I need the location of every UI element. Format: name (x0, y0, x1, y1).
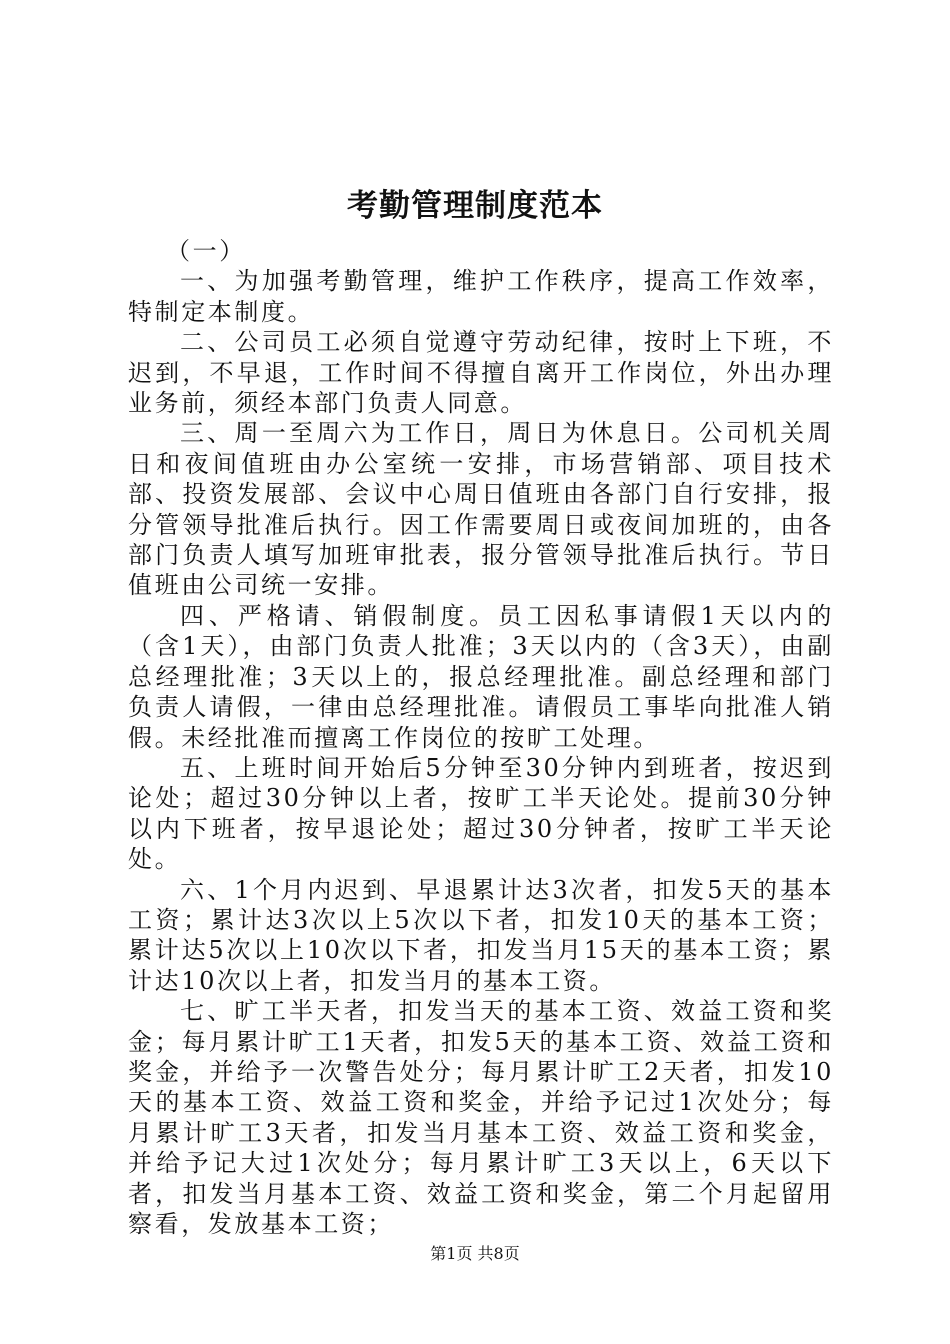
paragraph-4: 四、严格请、销假制度。员工因私事请假1天以内的（含1天），由部门负责人批准；3天以内的（含3天），由副总经理批准；3天以上的，报总经理批准。副总经理和部门负责人请假，一律由总经理批准。请假员工事毕向批准人销假。未经批准而擅离工作岗位的按旷工处理。 (128, 601, 834, 752)
paragraph-1: 一、为加强考勤管理，维护工作秩序，提高工作效率，特制定本制度。 (128, 267, 834, 326)
paragraph-6: 六、1个月内迟到、早退累计达3次者，扣发5天的基本工资；累计达3次以上5次以下者，扣发10天的基本工资；累计达5次以上10次以下者，扣发当月15天的基本工资；累计达10次以上者，扣发当月的基本工资。 (128, 875, 834, 995)
section-subtitle: （一） (166, 237, 246, 265)
paragraph-5: 五、上班时间开始后5分钟至30分钟内到班者，按迟到论处；超过30分钟以上者，按旷工半天论处。提前30分钟以内下班者，按早退论处；超过30分钟者，按旷工半天论处。 (128, 753, 834, 874)
document-title: 考勤管理制度范本 (347, 188, 603, 224)
document-body (128, 236, 834, 1239)
paragraph-3: 三、周一至周六为工作日，周日为休息日。公司机关周日和夜间值班由办公室统一安排，市场营销部、项目技术部、投资发展部、会议中心周日值班由各部门自行安排，报分管领导批准后执行。因工作需要周日或夜间加班的，由各部门负责人填写加班审批表，报分管领导批准后执行。节日值班由公司统一安排。 (128, 419, 834, 600)
paragraph-7: 七、旷工半天者，扣发当天的基本工资、效益工资和奖金；每月累计旷工1天者，扣发5天的基本工资、效益工资和奖金，并给予一次警告处分；每月累计旷工2天者，扣发10天的基本工资、效益工资和奖金，并给予记过1次处分；每月累计旷工3天者，扣发当月基本工资、效益工资和奖金，并给予记大过1次处分；每月累计旷工3天以上，6天以下者，扣发当月基本工资、效益工资和奖金，第二个月起留用察看，发放基本工资； (128, 997, 834, 1238)
paragraph-2: 二、公司员工必须自觉遵守劳动纪律，按时上下班，不迟到，不早退，工作时间不得擅自离开工作岗位，外出办理业务前，须经本部门负责人同意。 (128, 328, 834, 418)
page-footer: 第1页 共8页 (430, 1244, 520, 1263)
